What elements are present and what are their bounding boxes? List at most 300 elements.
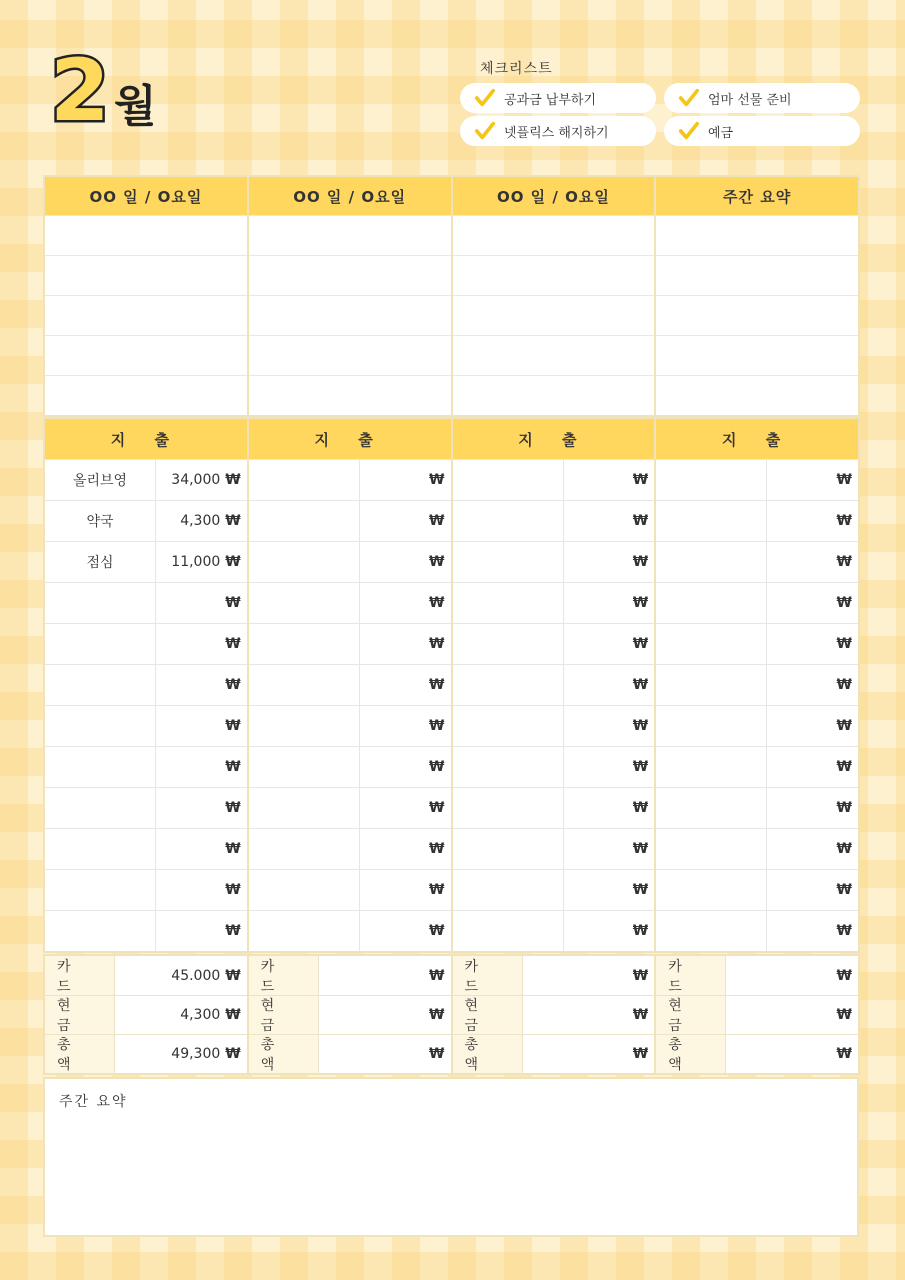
grand-total-label: 총 액 [45,1035,115,1073]
expense-amount-cell[interactable] [564,665,655,705]
checklist-title: 체크리스트 [480,61,553,77]
expense-row [453,582,655,623]
won-symbol: ₩ [429,718,445,734]
expense-amount-cell[interactable] [360,706,451,746]
expense-item[interactable] [656,706,767,746]
check-icon [678,120,700,142]
expense-row [656,664,858,705]
expense-row [656,541,858,582]
expense-item[interactable] [249,665,360,705]
expense-column [453,419,655,951]
card-total-cell[interactable] [726,956,858,995]
expense-item[interactable] [656,624,767,664]
expense-item[interactable] [453,542,564,582]
expense-amount-cell[interactable] [360,788,451,828]
won-symbol: ₩ [836,472,852,488]
expense-amount-cell[interactable] [767,706,858,746]
won-symbol: ₩ [429,636,445,652]
won-symbol: ₩ [632,513,649,529]
day-column [45,177,247,415]
won-symbol: ₩ [836,841,852,857]
won-symbol: ₩ [836,636,852,652]
expense-row [249,459,451,500]
card-total-row [249,956,451,995]
expense-item[interactable] [656,460,767,500]
weekly-summary-box[interactable] [43,1077,859,1237]
note-line[interactable] [249,215,451,255]
expense-grid [43,417,860,953]
expense-item[interactable] [453,870,564,910]
won-symbol: ₩ [225,1007,241,1023]
expense-amount-cell[interactable] [767,747,858,787]
note-line[interactable] [45,295,247,335]
expense-row [656,828,858,869]
note-line[interactable] [453,375,655,415]
grand-total-cell[interactable] [523,1035,655,1073]
expense-item[interactable] [45,911,156,951]
expense-amount-cell[interactable] [156,788,247,828]
expense-amount-cell[interactable] [156,501,247,541]
expense-row [656,705,858,746]
won-symbol: ₩ [836,1046,852,1062]
note-line[interactable] [45,375,247,415]
expense-row [656,910,858,951]
expense-amount-cell[interactable] [156,460,247,500]
expense-row [45,664,247,705]
won-symbol: ₩ [632,595,649,611]
won-symbol: ₩ [429,967,445,984]
expense-row [249,828,451,869]
won-symbol: ₩ [836,1007,852,1023]
expense-item[interactable]: 약국 [45,501,156,541]
expense-amount-cell[interactable] [156,747,247,787]
expense-amount-cell[interactable] [360,460,451,500]
expense-item[interactable] [453,788,564,828]
expense-item[interactable] [453,747,564,787]
expense-amount-cell[interactable] [360,870,451,910]
expense-item[interactable] [249,460,360,500]
expense-header: 지 출 [249,419,451,459]
expense-amount: 34,000 [171,472,221,488]
expense-row [45,500,247,541]
expense-row [45,910,247,951]
expense-item[interactable] [656,747,767,787]
card-total-row [656,956,858,995]
won-symbol: ₩ [632,841,649,857]
expense-item[interactable] [656,665,767,705]
day-column [656,177,858,415]
totals-column [453,956,655,1073]
totals-column [249,956,451,1073]
expense-row [249,787,451,828]
won-symbol: ₩ [836,718,852,734]
won-symbol: ₩ [429,923,445,939]
cash-total-label: 현 금 [45,996,115,1034]
grand-total-row [656,1034,858,1073]
expense-row [453,541,655,582]
expense-item[interactable] [656,788,767,828]
expense-amount-cell[interactable] [767,829,858,869]
expense-row [453,746,655,787]
expense-column [45,419,247,951]
expense-item[interactable] [656,911,767,951]
day-column [249,177,451,415]
expense-column [656,419,858,951]
expense-amount-cell[interactable] [360,747,451,787]
expense-amount-cell[interactable] [767,501,858,541]
card-total-row [453,956,655,995]
won-symbol: ₩ [429,554,445,570]
checklist-item-label: 예금 [708,125,734,141]
cash-total-row [249,995,451,1034]
won-symbol: ₩ [836,923,852,939]
expense-amount-cell[interactable] [156,583,247,623]
won-symbol: ₩ [429,759,445,775]
won-symbol: ₩ [225,923,241,939]
expense-item[interactable] [453,829,564,869]
expense-item[interactable] [656,542,767,582]
won-symbol: ₩ [632,718,649,734]
expense-row [45,869,247,910]
expense-header: 지 출 [45,419,247,459]
expense-amount-cell[interactable] [156,911,247,951]
expense-amount: 4,300 [180,513,221,529]
grand-total-label: 총 액 [656,1035,726,1073]
card-total-row [45,956,247,995]
expense-item[interactable] [249,542,360,582]
won-symbol: ₩ [429,472,445,488]
expense-item[interactable] [249,870,360,910]
expense-row [453,623,655,664]
won-symbol: ₩ [632,800,649,816]
card-total-label: 카 드 [249,956,319,995]
expense-row [45,459,247,500]
note-line[interactable] [656,255,858,295]
expense-row [249,910,451,951]
card-total-label: 카 드 [453,956,523,995]
expense-row [45,787,247,828]
expense-item[interactable] [45,624,156,664]
expense-row [249,869,451,910]
expense-item[interactable] [45,706,156,746]
expense-item[interactable] [45,665,156,705]
expense-item[interactable] [45,829,156,869]
cash-total-row [656,995,858,1034]
won-symbol: ₩ [225,636,241,652]
won-symbol: ₩ [632,967,649,984]
expense-row [453,910,655,951]
cash-total-label: 현 금 [656,996,726,1034]
note-line[interactable] [656,375,858,415]
won-symbol: ₩ [225,800,241,816]
card-total-cell[interactable] [319,956,451,995]
expense-item[interactable]: 점심 [45,542,156,582]
cash-total-label: 현 금 [249,996,319,1034]
expense-item[interactable] [453,501,564,541]
won-symbol: ₩ [429,800,445,816]
checklist-item[interactable] [664,83,860,113]
expense-amount-cell[interactable] [360,624,451,664]
expense-item[interactable] [453,706,564,746]
won-symbol: ₩ [429,595,445,611]
expense-amount-cell[interactable] [360,829,451,869]
expense-amount-cell[interactable] [767,624,858,664]
won-symbol: ₩ [632,923,649,939]
check-icon [474,87,496,109]
expense-row [249,664,451,705]
cash-total-cell[interactable] [319,996,451,1034]
expense-item[interactable] [249,747,360,787]
won-symbol: ₩ [632,882,649,898]
expense-row [453,500,655,541]
expense-amount-cell[interactable] [767,542,858,582]
expense-item[interactable] [45,788,156,828]
expense-item[interactable] [249,911,360,951]
won-symbol: ₩ [429,841,445,857]
won-symbol: ₩ [836,800,852,816]
expense-row [453,787,655,828]
cash-total-cell[interactable] [726,996,858,1034]
expense-amount-cell[interactable] [564,706,655,746]
expense-item[interactable] [453,583,564,623]
expense-header: 지 출 [656,419,858,459]
won-symbol: ₩ [632,554,649,570]
expense-amount-cell[interactable] [156,665,247,705]
checklist-item-label: 넷플릭스 해지하기 [504,125,609,141]
expense-item[interactable] [453,624,564,664]
expense-amount-cell[interactable] [767,870,858,910]
won-symbol: ₩ [225,513,241,529]
expense-amount-cell[interactable] [564,829,655,869]
expense-item[interactable] [249,583,360,623]
won-symbol: ₩ [225,967,241,984]
won-symbol: ₩ [225,554,241,570]
expense-amount-cell[interactable] [564,870,655,910]
day-column [453,177,655,415]
expense-row [249,582,451,623]
won-symbol: ₩ [836,595,852,611]
note-line[interactable] [249,335,451,375]
expense-row [656,746,858,787]
expense-row [45,582,247,623]
expense-amount-cell[interactable] [360,542,451,582]
day-header: OO 일 / O요일 [249,177,451,215]
expense-item[interactable] [453,665,564,705]
won-symbol: ₩ [632,759,649,775]
won-symbol: ₩ [225,472,241,488]
expense-amount-cell[interactable] [767,911,858,951]
note-line[interactable] [453,335,655,375]
totals-column [45,956,247,1073]
expense-item[interactable] [45,583,156,623]
note-line[interactable] [656,215,858,255]
expense-row [249,705,451,746]
expense-amount-cell[interactable] [564,583,655,623]
won-symbol: ₩ [225,1046,241,1062]
expense-row [656,459,858,500]
expense-item[interactable] [45,870,156,910]
expense-amount-cell[interactable] [564,624,655,664]
expense-amount-cell[interactable] [156,829,247,869]
expense-item[interactable] [453,460,564,500]
expense-amount-cell[interactable] [156,624,247,664]
expense-item[interactable] [45,747,156,787]
note-line[interactable] [45,255,247,295]
won-symbol: ₩ [225,718,241,734]
won-symbol: ₩ [836,554,852,570]
daily-notes-grid [43,175,860,417]
expense-row [453,664,655,705]
cash-total-label: 현 금 [453,996,523,1034]
cash-total-row [45,995,247,1034]
expense-amount-cell[interactable] [360,665,451,705]
card-total-label: 카 드 [656,956,726,995]
checklist-item-label: 엄마 선물 준비 [708,92,792,108]
month-unit: 월 [114,81,157,132]
note-line[interactable] [45,335,247,375]
expense-row [45,828,247,869]
grand-total-label: 총 액 [453,1035,523,1073]
day-header: OO 일 / O요일 [45,177,247,215]
expense-amount-cell[interactable] [564,501,655,541]
expense-item[interactable] [656,501,767,541]
grand-total-row [45,1034,247,1073]
expense-amount-cell[interactable] [564,747,655,787]
day-header: OO 일 / O요일 [453,177,655,215]
checklist-item[interactable] [460,83,656,113]
expense-amount-cell[interactable] [156,870,247,910]
note-line[interactable] [453,215,655,255]
won-symbol: ₩ [225,677,241,693]
expense-amount: 11,000 [171,554,221,570]
expense-amount-cell[interactable] [156,542,247,582]
card-total-cell[interactable] [523,956,655,995]
expense-amount-cell[interactable] [767,460,858,500]
expense-amount-cell[interactable] [564,788,655,828]
grand-total-value: 49,300 [171,1046,221,1062]
card-total-label: 카 드 [45,956,115,995]
expense-amount-cell[interactable] [360,583,451,623]
cash-total-row [453,995,655,1034]
totals-column [656,956,858,1073]
expense-row [453,828,655,869]
expense-item[interactable] [249,829,360,869]
won-symbol: ₩ [632,1046,649,1062]
expense-item[interactable] [453,911,564,951]
won-symbol: ₩ [632,1007,649,1023]
expense-amount-cell[interactable] [564,911,655,951]
card-total-cell[interactable] [115,956,247,995]
expense-row [249,541,451,582]
grand-total-row [249,1034,451,1073]
checklist-item[interactable] [664,116,860,146]
won-symbol: ₩ [632,472,649,488]
expense-row [45,746,247,787]
won-symbol: ₩ [836,967,852,984]
expense-row [453,459,655,500]
card-total-value: 45.000 [171,967,221,984]
won-symbol: ₩ [429,677,445,693]
expense-row [656,582,858,623]
won-symbol: ₩ [225,841,241,857]
expense-row [656,787,858,828]
grand-total-cell[interactable] [115,1035,247,1073]
expense-amount-cell[interactable] [564,460,655,500]
note-line[interactable] [249,255,451,295]
weekly-summary-title: 주간 요약 [59,1094,128,1110]
expense-row [45,705,247,746]
expense-row [249,623,451,664]
note-line[interactable] [453,255,655,295]
expense-row [453,869,655,910]
note-line[interactable] [453,295,655,335]
expense-amount-cell[interactable] [360,911,451,951]
expense-row [656,869,858,910]
note-line[interactable] [249,375,451,415]
note-line[interactable] [45,215,247,255]
grand-total-cell[interactable] [319,1035,451,1073]
grand-total-cell[interactable] [726,1035,858,1073]
expense-item[interactable] [249,624,360,664]
note-line[interactable] [656,295,858,335]
expense-amount-cell[interactable] [767,583,858,623]
expense-row [249,746,451,787]
won-symbol: ₩ [836,759,852,775]
expense-amount-cell[interactable] [767,665,858,705]
expense-header: 지 출 [453,419,655,459]
won-symbol: ₩ [429,513,445,529]
checklist-item-label: 공과금 납부하기 [504,92,597,108]
expense-item[interactable] [249,788,360,828]
expense-amount-cell[interactable] [156,706,247,746]
expense-item[interactable] [249,706,360,746]
expense-item[interactable]: 올리브영 [45,460,156,500]
grand-total-row [453,1034,655,1073]
won-symbol: ₩ [429,1007,445,1023]
expense-item[interactable] [656,829,767,869]
grand-total-label: 총 액 [249,1035,319,1073]
expense-row [656,500,858,541]
won-symbol: ₩ [429,1046,445,1062]
expense-row [453,705,655,746]
expense-item[interactable] [656,583,767,623]
totals-grid [43,954,860,1075]
expense-row [656,623,858,664]
check-icon [678,87,700,109]
won-symbol: ₩ [429,882,445,898]
cash-total-cell[interactable] [115,996,247,1034]
cash-total-value: 4,300 [180,1007,221,1023]
cash-total-cell[interactable] [523,996,655,1034]
won-symbol: ₩ [632,677,649,693]
expense-amount-cell[interactable] [360,501,451,541]
won-symbol: ₩ [225,595,241,611]
won-symbol: ₩ [632,636,649,652]
note-line[interactable] [249,295,451,335]
expense-amount-cell[interactable] [564,542,655,582]
won-symbol: ₩ [836,677,852,693]
checklist-item[interactable] [460,116,656,146]
day-header: 주간 요약 [656,177,858,215]
won-symbol: ₩ [225,759,241,775]
won-symbol: ₩ [225,882,241,898]
expense-amount-cell[interactable] [767,788,858,828]
expense-row [45,541,247,582]
note-line[interactable] [656,335,858,375]
expense-item[interactable] [249,501,360,541]
expense-row [249,500,451,541]
expense-item[interactable] [656,870,767,910]
